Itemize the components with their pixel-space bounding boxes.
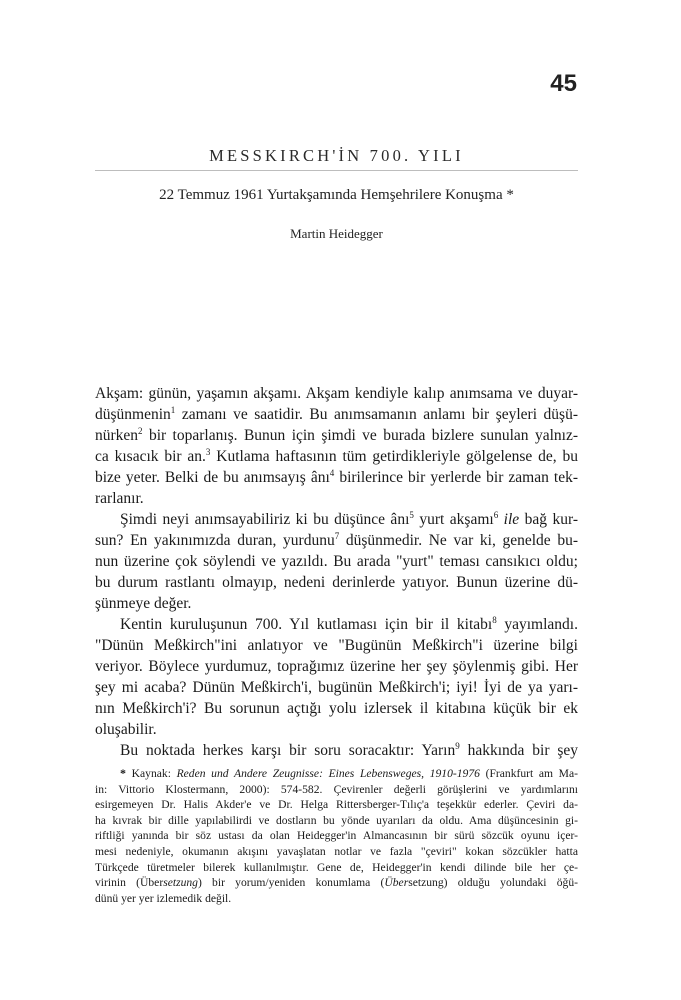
body-line: "Dünün Meßkirch"ini anlatıyor ve "Bugünün Meßkirch"i üzerine bilgi	[95, 637, 578, 654]
footnote-line: riftliği yanında bir söz ustası da olan Heidegger'in Almancasının bir sürü sözcük oyunu içer-	[95, 829, 578, 843]
footnote-ref[interactable]: 6	[493, 510, 499, 520]
article-subtitle: 22 Temmuz 1961 Yurtakşamında Hemşehrilere Konuşma *	[159, 187, 514, 203]
author-name: Martin Heidegger	[290, 226, 383, 241]
body-line: bu durum rastlantı olmayıp, nedeni derinlerde yatıyor. Bunun üzerine dü-	[95, 574, 578, 591]
footnote-line: virinin (Übersetzung) bir yorum/yeniden konumlama (Übersetzung) olduğu yolundaki öğü-	[95, 876, 578, 890]
body-line: Şimdi neyi anımsayabiliriz ki bu düşünce ânı$^5$ yurt akşamı$^6$ ile bağ kur-	[120, 510, 578, 528]
body-line: Akşam: günün, yaşamın akşamı. Akşam kendiyle kalıp anımsama ve duyar-	[95, 385, 578, 402]
footnote-line: ha kıvrak bir dille yapılabilirdi ve dostların bu yönde uyarıları da oldu. Ama düşüncesinin gi-	[95, 813, 578, 827]
title-divider	[95, 170, 578, 171]
body-line: ca kısacık bir an.$^3$ Kutlama haftasının tüm getirdikleriyle gölgelense de, bu	[95, 447, 579, 465]
footnote-ref[interactable]: 5	[409, 510, 414, 520]
body-line: veriyor. Böylece yurdumuz, toprağımız üzerine her şey şöylenmiş gibi. Her	[95, 658, 578, 675]
body-line: Kentin kuruluşunun 700. Yıl kutlaması için bir il kitabı$^8$ yayımlandı.	[120, 615, 578, 633]
body-line: nın Meßkirch'i? Bu sorunun açtığı yolu izlersek il kitabına küçük bir ek	[95, 700, 578, 717]
body-line: rarlanır.	[95, 490, 144, 507]
body-line: oluşabilir.	[95, 721, 157, 738]
footnote-ref[interactable]: 8	[492, 615, 497, 625]
footnote-marker: *	[120, 766, 126, 780]
footnote-line: Türkçede türetmeler bilerek kullanılmıştır. Gene de, Heidegger'in kendi dilinde bile her çe-	[95, 860, 578, 874]
body-text	[95, 383, 578, 761]
footnote	[95, 766, 578, 906]
footnote-ref[interactable]: 4	[329, 468, 335, 478]
page-number: 45	[550, 70, 577, 97]
footnote-line: * Kaynak: Reden und Andere Zeugnisse: Eines Lebensweges, 1910-1976 (Frankfurt am Ma-	[120, 766, 578, 780]
footnote-ref[interactable]: 1	[170, 405, 176, 415]
body-line: şünmeye değer.	[95, 595, 192, 612]
footnote-line: dünü yer yer izlemedik değil.	[95, 891, 232, 905]
footnote-ref[interactable]: 7	[334, 531, 340, 541]
footnote-line: in: Vittorio Klostermann, 2000): 574-582. Çevirenler değerli görüşlerini ve yardımlarını	[95, 782, 578, 796]
footnote-line: mesi nedeniyle, okumanın akışını yavaşlatan notlar ve fazla "çeviri" kokan sözcükler hatta	[95, 844, 578, 858]
body-line: sun? En yakınımızda duran, yurdunu$^7$ düşünmedir. Ne var ki, genelde bu-	[95, 531, 578, 549]
body-line: Bu noktada herkes karşı bir soru soracaktır: Yarın$^9$ hakkında bir şey	[120, 741, 578, 759]
body-line: bize yeter. Belki de bu anımsayış ânı$^4$ birilerince bir yerlerde bir zaman tek-	[95, 468, 579, 486]
body-line: düşünmenin$^1$ zamanı ve saatidir. Bu anımsamanın anlamı bir şeyleri düşü-	[95, 405, 578, 423]
footnote-ref[interactable]: 3	[205, 447, 211, 457]
footnote-ref[interactable]: 9	[455, 741, 460, 751]
footnote-ref[interactable]: 2	[138, 426, 143, 436]
article-title: MESSKIRCH'İN 700. YILI	[209, 146, 464, 165]
body-line: nun üzerine çok söylendi ve yazıldı. Bu arada "yurt" teması cansıkıcı oldu;	[95, 553, 578, 570]
body-line: nürken$^2$ bir toparlanış. Bunun için şimdi ve burada bizlere sunulan yalnız-	[95, 426, 578, 444]
footnote-line: esirgemeyen Dr. Halis Akder'e ve Dr. Helga Rittersberger-Tılıç'a teşekkür ederler. Çeviri da-	[95, 798, 578, 812]
body-line: şey mi acaba? Dünün Meßkirch'i, bugünün Meßkirch'i; iyi! İyi de ya yarı-	[95, 679, 578, 696]
